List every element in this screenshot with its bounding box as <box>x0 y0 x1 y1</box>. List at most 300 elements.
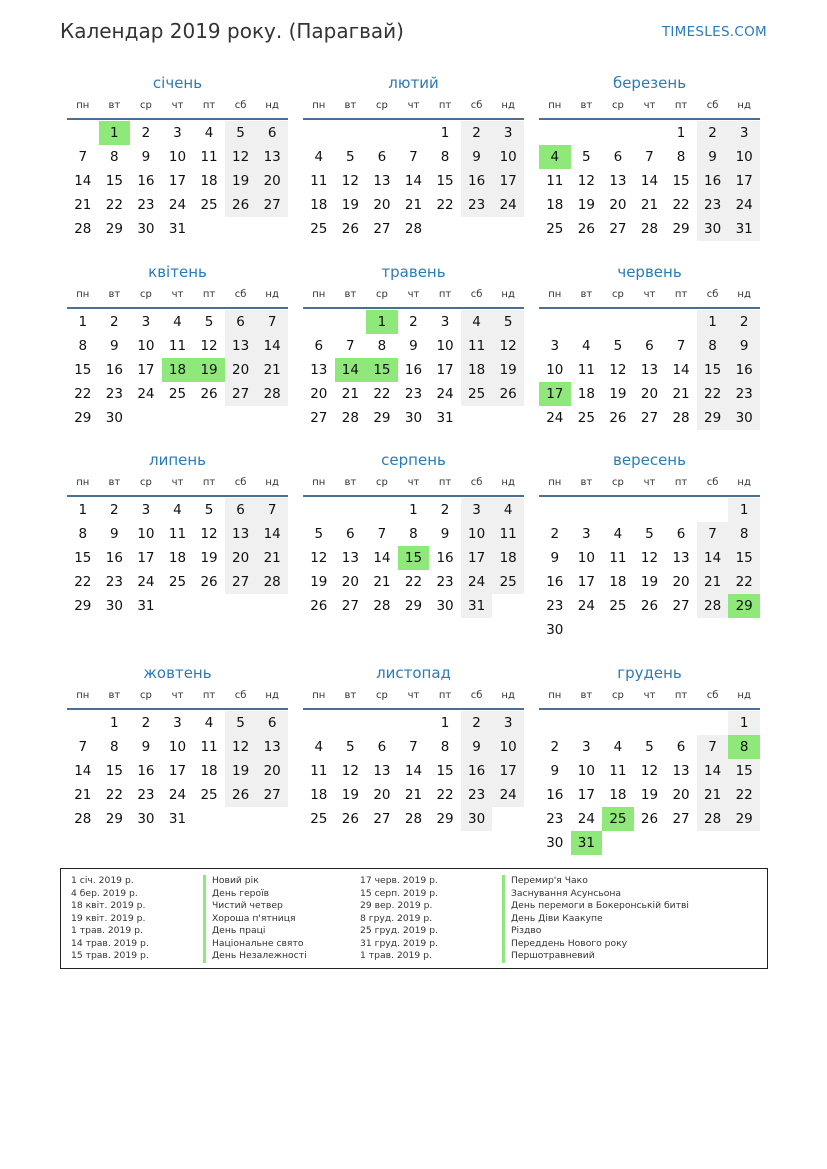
week-row <box>67 711 288 735</box>
day-cell: 27 <box>310 410 328 426</box>
weekday-label: сб <box>470 477 483 488</box>
day-cell: 29 <box>373 410 391 426</box>
brand-link[interactable]: TIMESLES.COM <box>661 24 767 40</box>
day-cell: 6 <box>613 149 623 165</box>
day-cell: 26 <box>341 811 359 827</box>
day-cell: 12 <box>341 763 359 779</box>
day-cell: 17 <box>461 546 493 570</box>
day-cell: 18 <box>461 358 493 382</box>
day-cell: 17 <box>492 169 524 193</box>
week-row <box>303 121 524 145</box>
week-row <box>303 570 524 594</box>
empty-cell <box>602 498 634 522</box>
day-cell: 1 <box>728 498 760 522</box>
week-row <box>67 217 288 241</box>
week-row <box>539 193 760 217</box>
day-cell: 7 <box>409 149 418 165</box>
day-cell: 10 <box>137 338 155 354</box>
day-cell: 3 <box>728 121 760 145</box>
day-cell: 24 <box>461 570 493 594</box>
day-cell: 2 <box>110 314 119 330</box>
header-divider <box>539 307 760 309</box>
day-cell: 8 <box>697 334 729 358</box>
day-cell: 1 <box>409 502 418 518</box>
empty-cell <box>634 618 666 642</box>
day-cell: 5 <box>204 314 214 330</box>
legend-date: 1 трав. 2019 р. <box>71 925 143 936</box>
week-row <box>539 498 760 522</box>
header-divider <box>67 495 288 497</box>
day-cell: 26 <box>225 783 257 807</box>
week-row <box>67 498 288 522</box>
day-cell: 21 <box>640 197 659 213</box>
weekday-label: вт <box>108 100 121 111</box>
day-cell: 14 <box>74 763 92 779</box>
weekday-label: сб <box>234 289 247 300</box>
day-cell: 19 <box>193 358 225 382</box>
month-11 <box>303 662 524 831</box>
day-cell: 25 <box>609 598 627 614</box>
month-1 <box>67 72 288 241</box>
day-cell: 8 <box>409 526 418 542</box>
day-cell: 2 <box>728 310 760 334</box>
day-cell: 7 <box>78 149 88 165</box>
week-row <box>67 406 288 430</box>
week-row <box>67 522 288 546</box>
day-cell: 24 <box>168 197 187 213</box>
day-cell: 10 <box>168 739 187 755</box>
day-cell: 26 <box>341 221 359 237</box>
day-cell: 30 <box>137 221 155 237</box>
day-cell: 30 <box>546 622 564 638</box>
day-cell: 22 <box>74 386 92 402</box>
legend-holiday-name: День перемоги в Бокеронській битві <box>502 900 689 913</box>
weekday-label: пт <box>438 477 452 488</box>
day-cell: 19 <box>341 197 359 213</box>
header-divider <box>303 118 524 120</box>
day-cell: 21 <box>74 197 92 213</box>
day-cell: 17 <box>436 362 454 378</box>
day-cell: 27 <box>672 598 690 614</box>
day-cell: 20 <box>256 169 288 193</box>
day-cell: 3 <box>141 502 151 518</box>
day-cell: 21 <box>373 574 391 590</box>
weekday-label: вт <box>344 289 357 300</box>
day-cell: 27 <box>373 221 391 237</box>
day-cell: 14 <box>697 759 729 783</box>
week-row <box>539 358 760 382</box>
day-cell: 15 <box>728 546 760 570</box>
empty-cell <box>665 310 697 334</box>
weekday-label: пт <box>202 690 216 701</box>
day-cell: 9 <box>141 149 151 165</box>
week-row <box>539 594 760 618</box>
day-cell: 15 <box>105 763 123 779</box>
weekday-label: пн <box>76 477 90 488</box>
day-cell: 13 <box>609 173 627 189</box>
day-cell: 14 <box>697 546 729 570</box>
day-cell: 9 <box>440 526 450 542</box>
day-cell: 11 <box>492 522 524 546</box>
day-cell: 2 <box>440 502 450 518</box>
weekday-header <box>539 686 760 706</box>
day-cell: 22 <box>728 570 760 594</box>
week-row <box>539 310 760 334</box>
day-cell: 19 <box>310 574 328 590</box>
day-cell: 3 <box>582 739 591 755</box>
day-cell: 26 <box>200 386 218 402</box>
weekday-label: пт <box>674 289 688 300</box>
day-cell: 9 <box>409 338 418 354</box>
day-cell: 18 <box>609 574 627 590</box>
day-cell: 28 <box>697 594 729 618</box>
day-cell: 22 <box>672 197 690 213</box>
weekday-label: пн <box>312 289 326 300</box>
empty-cell <box>335 310 367 334</box>
day-cell: 8 <box>78 338 88 354</box>
day-cell: 7 <box>78 739 88 755</box>
day-cell: 28 <box>640 221 659 237</box>
day-cell: 8 <box>440 739 450 755</box>
day-cell: 29 <box>728 807 760 831</box>
day-cell: 17 <box>168 763 187 779</box>
week-row <box>303 193 524 217</box>
week-row <box>303 310 524 334</box>
day-cell: 25 <box>200 197 218 213</box>
day-cell: 4 <box>173 314 182 330</box>
month-name: грудень <box>617 664 682 682</box>
day-cell: 22 <box>436 787 454 803</box>
weekday-label: сб <box>706 100 719 111</box>
week-row <box>303 358 524 382</box>
weekday-header <box>303 686 524 706</box>
day-cell: 25 <box>200 787 218 803</box>
week-row <box>67 193 288 217</box>
day-cell: 10 <box>577 550 595 566</box>
day-cell: 13 <box>373 763 391 779</box>
day-cell: 4 <box>613 526 623 542</box>
weekday-label: сб <box>234 690 247 701</box>
weekday-label: ср <box>139 477 152 488</box>
day-cell: 12 <box>310 550 328 566</box>
day-cell: 7 <box>697 735 729 759</box>
day-cell: 11 <box>168 338 187 354</box>
weekday-label: вт <box>580 477 593 488</box>
day-cell: 15 <box>366 358 398 382</box>
weekday-label: нд <box>501 690 515 701</box>
empty-cell <box>398 121 430 145</box>
weekday-label: чт <box>171 690 184 701</box>
day-cell: 19 <box>640 574 659 590</box>
empty-cell <box>67 121 99 145</box>
empty-cell <box>571 618 603 642</box>
day-cell: 2 <box>461 711 493 735</box>
weekday-label: пн <box>548 477 562 488</box>
day-cell: 20 <box>640 386 659 402</box>
empty-cell <box>602 618 634 642</box>
day-cell: 6 <box>256 711 288 735</box>
empty-cell <box>634 498 666 522</box>
day-cell: 2 <box>461 121 493 145</box>
day-cell: 15 <box>398 546 430 570</box>
day-cell: 17 <box>577 787 595 803</box>
day-cell: 21 <box>404 197 423 213</box>
month-name: жовтень <box>143 664 212 682</box>
day-cell: 9 <box>461 735 493 759</box>
day-cell: 5 <box>204 502 214 518</box>
week-row <box>539 831 760 855</box>
day-cell: 4 <box>204 715 214 731</box>
weekday-label: сб <box>470 100 483 111</box>
day-cell: 17 <box>137 362 155 378</box>
weekday-label: ср <box>611 100 624 111</box>
weekday-label: пн <box>312 690 326 701</box>
legend-date: 1 трав. 2019 р. <box>360 950 432 961</box>
day-cell: 8 <box>440 149 450 165</box>
day-cell: 18 <box>162 358 194 382</box>
day-cell: 10 <box>168 149 187 165</box>
day-cell: 12 <box>640 550 659 566</box>
day-cell: 24 <box>492 193 524 217</box>
day-cell: 17 <box>137 550 155 566</box>
legend-holiday-name: Різдво <box>502 925 689 938</box>
day-cell: 4 <box>539 145 571 169</box>
weekday-label: чт <box>643 100 656 111</box>
empty-cell <box>539 310 571 334</box>
day-cell: 3 <box>492 121 524 145</box>
month-10 <box>67 662 288 831</box>
header-divider <box>539 708 760 710</box>
day-cell: 5 <box>225 711 257 735</box>
legend-date: 31 груд. 2019 р. <box>360 937 438 949</box>
day-cell: 8 <box>110 739 119 755</box>
day-cell: 2 <box>141 715 151 731</box>
day-cell: 3 <box>492 711 524 735</box>
weekday-label: чт <box>643 289 656 300</box>
week-row <box>303 169 524 193</box>
header-divider <box>67 118 288 120</box>
day-cell: 3 <box>141 314 151 330</box>
day-cell: 10 <box>492 735 524 759</box>
empty-cell <box>539 711 571 735</box>
week-row <box>539 145 760 169</box>
empty-cell <box>225 594 257 618</box>
weekday-label: нд <box>265 289 279 300</box>
day-cell: 8 <box>110 149 119 165</box>
day-cell: 19 <box>577 197 595 213</box>
day-cell: 3 <box>550 338 560 354</box>
day-cell: 3 <box>173 125 182 141</box>
day-cell: 17 <box>539 382 571 406</box>
day-cell: 24 <box>436 386 454 402</box>
header-divider <box>303 495 524 497</box>
day-cell: 14 <box>672 362 690 378</box>
legend-holiday-name: Заснування Асунсьона <box>502 888 689 901</box>
day-cell: 31 <box>168 221 187 237</box>
day-cell: 16 <box>404 362 423 378</box>
weekday-label: пн <box>548 289 562 300</box>
day-cell: 23 <box>404 386 423 402</box>
day-cell: 8 <box>728 522 760 546</box>
day-cell: 16 <box>436 550 454 566</box>
legend-date: 18 квіт. 2019 р. <box>71 900 146 911</box>
week-row <box>67 382 288 406</box>
day-cell: 6 <box>645 338 654 354</box>
day-cell: 27 <box>256 193 288 217</box>
empty-cell <box>492 807 524 831</box>
legend-holiday-name: Національне свято <box>203 938 307 951</box>
legend-holiday-name: Чистий четвер <box>203 900 307 913</box>
day-cell: 3 <box>440 314 450 330</box>
day-cell: 7 <box>346 338 355 354</box>
empty-cell <box>225 217 257 241</box>
month-name: червень <box>617 263 682 281</box>
day-cell: 25 <box>492 570 524 594</box>
day-cell: 16 <box>461 759 493 783</box>
day-cell: 1 <box>728 711 760 735</box>
day-cell: 2 <box>110 502 119 518</box>
weekday-label: чт <box>407 477 420 488</box>
weekday-label: сб <box>706 477 719 488</box>
day-cell: 6 <box>225 498 257 522</box>
day-cell: 29 <box>672 221 690 237</box>
day-cell: 31 <box>728 217 760 241</box>
day-cell: 5 <box>492 310 524 334</box>
weekday-header <box>539 285 760 305</box>
month-name: березень <box>612 74 687 92</box>
day-cell: 13 <box>256 145 288 169</box>
day-cell: 25 <box>461 382 493 406</box>
week-row <box>67 169 288 193</box>
day-cell: 13 <box>341 550 359 566</box>
day-cell: 1 <box>440 715 450 731</box>
weekday-label: чт <box>643 690 656 701</box>
day-cell: 23 <box>105 574 123 590</box>
day-cell: 11 <box>609 763 627 779</box>
day-cell: 3 <box>582 526 591 542</box>
day-cell: 23 <box>461 193 493 217</box>
day-cell: 18 <box>546 197 564 213</box>
day-cell: 10 <box>577 763 595 779</box>
day-cell: 6 <box>377 149 387 165</box>
day-cell: 17 <box>492 759 524 783</box>
weekday-label: пн <box>548 100 562 111</box>
empty-cell <box>697 618 729 642</box>
empty-cell <box>193 217 225 241</box>
day-cell: 31 <box>168 811 187 827</box>
header-divider <box>539 118 760 120</box>
day-cell: 14 <box>335 358 367 382</box>
day-cell: 16 <box>137 763 155 779</box>
day-cell: 10 <box>546 362 564 378</box>
empty-cell <box>602 121 634 145</box>
week-row <box>303 382 524 406</box>
day-cell: 13 <box>225 334 257 358</box>
empty-cell <box>665 831 697 855</box>
day-cell: 2 <box>550 739 560 755</box>
day-cell: 20 <box>373 197 391 213</box>
day-cell: 28 <box>341 410 359 426</box>
weekday-header <box>67 473 288 493</box>
empty-cell <box>429 217 461 241</box>
day-cell: 20 <box>256 759 288 783</box>
day-cell: 12 <box>341 173 359 189</box>
day-cell: 20 <box>672 787 690 803</box>
day-cell: 24 <box>728 193 760 217</box>
day-cell: 28 <box>404 221 423 237</box>
legend-holiday-name: День героїв <box>203 888 307 901</box>
weekday-header <box>303 96 524 116</box>
day-cell: 8 <box>676 149 686 165</box>
day-cell: 5 <box>346 149 355 165</box>
week-row <box>539 618 760 642</box>
day-cell: 1 <box>697 310 729 334</box>
day-cell: 5 <box>613 338 623 354</box>
month-name: січень <box>152 74 203 92</box>
day-cell: 7 <box>676 338 686 354</box>
week-row <box>303 711 524 735</box>
day-cell: 5 <box>225 121 257 145</box>
day-cell: 8 <box>728 735 760 759</box>
day-cell: 15 <box>728 759 760 783</box>
header-divider <box>539 495 760 497</box>
day-cell: 18 <box>310 787 328 803</box>
day-cell: 10 <box>436 338 454 354</box>
empty-cell <box>539 498 571 522</box>
weekday-label: нд <box>501 100 515 111</box>
day-cell: 22 <box>697 382 729 406</box>
day-cell: 14 <box>404 763 423 779</box>
day-cell: 26 <box>225 193 257 217</box>
day-cell: 26 <box>640 598 659 614</box>
day-cell: 25 <box>310 811 328 827</box>
month-2 <box>303 72 524 241</box>
empty-cell <box>366 498 398 522</box>
day-cell: 15 <box>105 173 123 189</box>
day-cell: 1 <box>366 310 398 334</box>
day-cell: 16 <box>697 169 729 193</box>
week-row <box>539 334 760 358</box>
empty-cell <box>256 807 288 831</box>
empty-cell <box>225 807 257 831</box>
empty-cell <box>571 711 603 735</box>
day-cell: 5 <box>346 739 355 755</box>
weekday-label: вт <box>108 690 121 701</box>
week-row <box>539 121 760 145</box>
day-cell: 6 <box>225 310 257 334</box>
empty-cell <box>366 711 398 735</box>
empty-cell <box>492 406 524 430</box>
day-cell: 23 <box>546 811 564 827</box>
page-title: Календар 2019 року. (Парагвай) <box>60 19 404 43</box>
day-cell: 5 <box>645 739 654 755</box>
day-cell: 29 <box>697 406 729 430</box>
week-row <box>539 169 760 193</box>
day-cell: 15 <box>436 173 454 189</box>
weekday-label: ср <box>611 690 624 701</box>
day-cell: 12 <box>225 145 257 169</box>
header-divider <box>303 708 524 710</box>
day-cell: 15 <box>672 173 690 189</box>
day-cell: 18 <box>492 546 524 570</box>
day-cell: 4 <box>204 125 214 141</box>
empty-cell <box>697 831 729 855</box>
day-cell: 19 <box>492 358 524 382</box>
week-row <box>539 570 760 594</box>
empty-cell <box>256 594 288 618</box>
weekday-label: чт <box>171 289 184 300</box>
day-cell: 17 <box>728 169 760 193</box>
